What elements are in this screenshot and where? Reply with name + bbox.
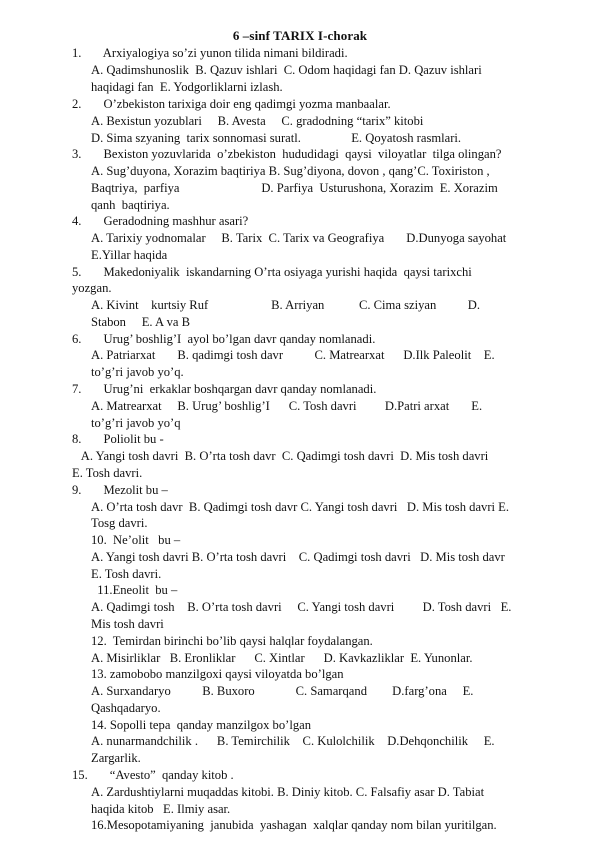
- text-line: 1. Arxiyalogiya so’zi yunon tilida nimani bildiradi.: [72, 46, 348, 60]
- text-line: Tosg davri.: [91, 516, 148, 530]
- text-line: 9. Mezolit bu –: [72, 483, 168, 497]
- text-line: A. Qadimshunoslik B. Qazuv ishlari C. Odom haqidagi fan D. Qazuv ishlari: [91, 63, 482, 77]
- document-title: 6 –sinf TARIX I-chorak: [232, 28, 368, 43]
- text-line: 6. Urug’ boshlig’I ayol bo’lgan davr qanday nomlanadi.: [72, 332, 376, 346]
- text-line: A. Sug’duyona, Xorazim baqtiriya B. Sug’diyona, dovon , qang’C. Toxiriston ,: [91, 164, 490, 178]
- text-line: 4. Geradodning mashhur asari?: [72, 214, 249, 228]
- text-line: Stabon E. A va B: [91, 315, 191, 329]
- text-line: 16.Mesopotamiyaning janubida yashagan xalqlar qanday nom bilan yuritilgan.: [91, 818, 497, 832]
- text-line: Zargarlik.: [91, 751, 141, 765]
- text-line: 15. “Avesto” qanday kitob .: [72, 768, 234, 782]
- text-line: 10. Ne’olit bu –: [91, 533, 181, 547]
- text-line: 3. Bexiston yozuvlarida o’zbekiston hududidagi qaysi viloyatlar tilga olingan?: [72, 147, 502, 161]
- text-line: A. Tarixiy yodnomalar B. Tarix C. Tarix va Geografiya D.Dunyoga sayohat: [91, 231, 507, 245]
- text-line: A. Yangi tosh davri B. O’rta tosh davr C. Qadimgi tosh davri D. Mis tosh davri: [72, 449, 489, 463]
- text-line: Qashqadaryo.: [91, 701, 161, 715]
- text-line: A. Yangi tosh davri B. O’rta tosh davri C. Qadimgi tosh davri D. Mis tosh davr: [91, 550, 505, 564]
- text-line: qanh baqtiriya.: [91, 198, 170, 212]
- text-line: to’g’ri javob yo’q: [91, 416, 181, 430]
- text-line: E.Yillar haqida: [91, 248, 168, 262]
- text-line: 14. Sopolli tepa qanday manzilgox bo’lgan: [91, 718, 311, 732]
- text-line: D. Sima szyaning tarix sonnomasi suratl. E. Qoyatosh rasmlari.: [91, 131, 462, 145]
- text-line: 7. Urug’ni erkaklar boshqargan davr qanday nomlanadi.: [72, 382, 377, 396]
- text-line: A. nunarmandchilik . B. Temirchilik C. Kulolchilik D.Dehqonchilik E.: [91, 734, 495, 748]
- text-line: 12. Temirdan birinchi bo’lib qaysi halqlar foydalangan.: [91, 634, 373, 648]
- text-line: Baqtriya, parfiya D. Parfiya Usturushona, Xorazim E. Xorazim: [91, 181, 498, 195]
- text-line: A. Surxandaryo B. Buxoro C. Samarqand D.farg’ona E.: [91, 684, 474, 698]
- text-line: haqidagi fan E. Yodgorliklarni izlash.: [91, 80, 283, 94]
- text-line: A. Misirliklar B. Eronliklar C. Xintlar D. Kavkazliklar E. Yunonlar.: [91, 651, 473, 665]
- text-line: Mis tosh davri: [91, 617, 164, 631]
- text-line: A. Bexistun yozublari B. Avesta C. gradodning “tarix” kitobi: [91, 114, 424, 128]
- text-line: E. Tosh davri.: [72, 466, 143, 480]
- text-line: E. Tosh davri.: [91, 567, 162, 581]
- text-line: 8. Poliolit bu -: [72, 432, 164, 446]
- text-line: 5. Makedoniyalik iskandarning O’rta osiyaga yurishi haqida qaysi tarixchi: [72, 265, 472, 279]
- text-line: A. Qadimgi tosh B. O’rta tosh davri C. Yangi tosh davri D. Tosh davri E.: [91, 600, 512, 614]
- text-line: A. O’rta tosh davr B. Qadimgi tosh davr C. Yangi tosh davri D. Mis tosh davri E.: [91, 500, 510, 514]
- text-line: A. Zardushtiylarni muqaddas kitobi. B. Diniy kitob. C. Falsafiy asar D. Tabiat: [91, 785, 485, 799]
- text-line: haqida kitob E. Ilmiy asar.: [91, 802, 231, 816]
- text-line: 13. zamobobo manzilgoxi qaysi viloyatda bo’lgan: [91, 667, 344, 681]
- text-line: A. Patriarxat B. qadimgi tosh davr C. Matrearxat D.Ilk Paleolit E.: [91, 348, 495, 362]
- text-line: 2. O’zbekiston tarixiga doir eng qadimgi yozma manbaalar.: [72, 97, 391, 111]
- text-line: 11.Eneolit bu –: [91, 583, 178, 597]
- text-line: A. Matrearxat B. Urug’ boshlig’I C. Tosh davri D.Patri arxat E.: [91, 399, 483, 413]
- text-line: yozgan.: [72, 281, 112, 295]
- text-line: A. Kivint kurtsiy Ruf B. Arriyan C. Cima sziyan D.: [91, 298, 480, 312]
- text-line: to’g’ri javob yo’q.: [91, 365, 184, 379]
